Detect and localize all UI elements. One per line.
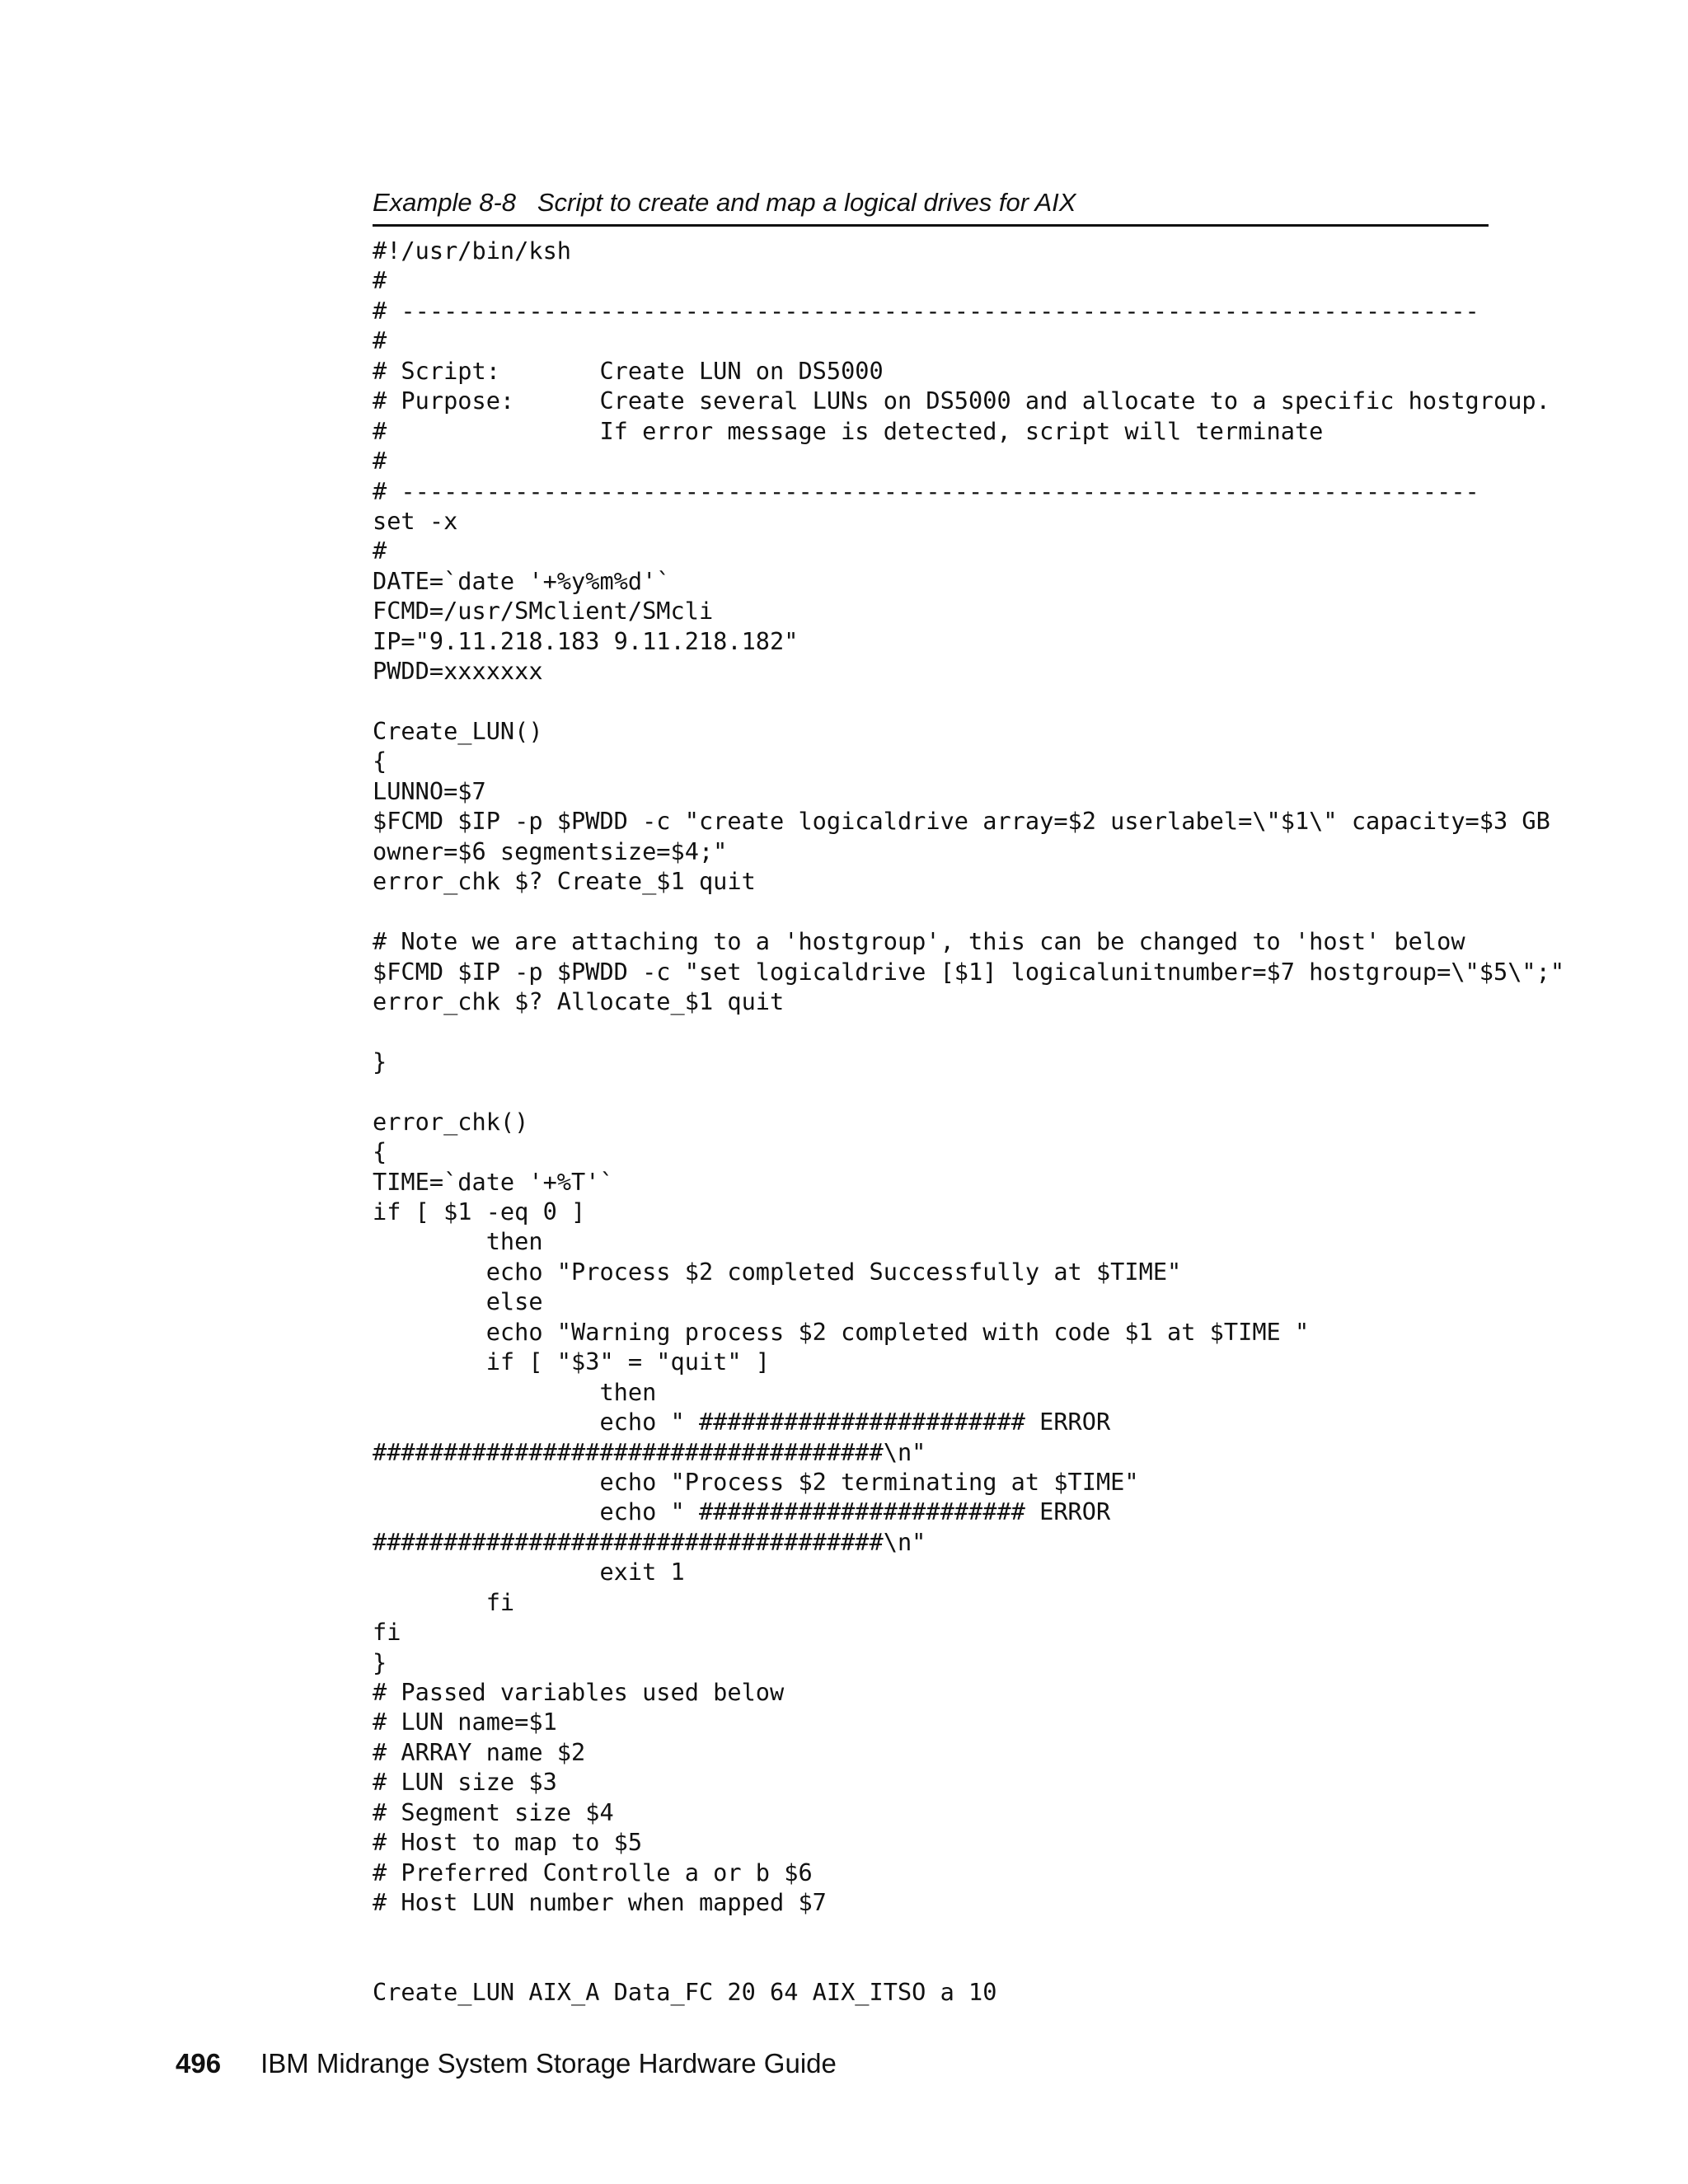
code-line: # Segment size $4: [373, 1797, 614, 1826]
code-line: error_chk(): [373, 1107, 529, 1136]
code-line: set -x: [373, 506, 458, 535]
code-line: PWDD=xxxxxxx: [373, 657, 543, 686]
code-line: FCMD=/usr/SMclient/SMcli: [373, 597, 714, 626]
code-line: # Host to map to $5: [373, 1828, 643, 1857]
code-line: error_chk $? Allocate_$1 quit: [373, 987, 785, 1015]
code-line: TIME=`date '+%T'`: [373, 1167, 614, 1196]
code-line: [373, 1016, 1564, 1046]
code-line: echo "Process $2 terminating at $TIME": [373, 1467, 1139, 1496]
code-line: then: [373, 1377, 657, 1406]
code-line: fi: [373, 1618, 401, 1647]
caption-rule: [373, 224, 1489, 227]
code-line: IP="9.11.218.183 9.11.218.182": [373, 626, 799, 655]
code-line: exit 1: [373, 1558, 685, 1586]
page-number: 496: [176, 2048, 222, 2079]
example-caption: Example 8-8 Script to create and map a logical drives for AIX: [373, 188, 1076, 217]
code-line: #: [373, 447, 387, 476]
code-line: # LUN size $3: [373, 1768, 557, 1797]
code-line: fi: [373, 1587, 515, 1616]
code-line: [373, 1076, 1564, 1106]
code-line: Create_LUN(): [373, 717, 543, 745]
code-line: # Passed variables used below: [373, 1678, 785, 1706]
code-line: # Note we are attaching to a 'hostgroup', this can be changed to 'host' below: [373, 927, 1465, 956]
code-line: # ----------------------------------------------------------------------------: [373, 296, 1479, 325]
page-footer: [176, 2047, 837, 2080]
code-line: ####################################\n": [373, 1527, 926, 1556]
code-line: # Purpose: Create several LUNs on DS5000 and allocate to a specific hostgroup.: [373, 387, 1550, 415]
code-line: DATE=`date '+%y%m%d'`: [373, 566, 671, 595]
code-line: ####################################\n": [373, 1437, 926, 1466]
code-line: # Script: Create LUN on DS5000: [373, 356, 884, 385]
code-line: }: [373, 1047, 387, 1076]
code-line: # LUN name=$1: [373, 1708, 557, 1736]
code-line: echo " ####################### ERROR: [373, 1408, 1111, 1436]
code-line: {: [373, 1137, 387, 1166]
code-line: [373, 1918, 1564, 1947]
code-line: # If error message is detected, script will terminate: [373, 416, 1324, 445]
code-line: [373, 1947, 1564, 1977]
code-line: #: [373, 326, 387, 355]
code-line: LUNNO=$7: [373, 776, 486, 805]
book-title: IBM Midrange System Storage Hardware Guide: [260, 2048, 837, 2079]
code-line: if [ $1 -eq 0 ]: [373, 1197, 586, 1226]
code-line: # Preferred Controlle a or b $6: [373, 1858, 813, 1886]
code-line: if [ "$3" = "quit" ]: [373, 1347, 771, 1376]
code-line: #: [373, 537, 387, 565]
code-line: #!/usr/bin/ksh: [373, 237, 572, 265]
code-listing: [373, 236, 1564, 2008]
code-line: echo " ####################### ERROR: [373, 1497, 1111, 1526]
code-line: {: [373, 747, 387, 776]
code-line: # ----------------------------------------------------------------------------: [373, 476, 1479, 505]
code-line: #: [373, 266, 387, 295]
code-line: echo "Warning process $2 completed with code $1 at $TIME ": [373, 1317, 1310, 1346]
code-line: [373, 687, 1564, 716]
code-line: }: [373, 1647, 387, 1676]
code-line: owner=$6 segmentsize=$4;": [373, 837, 728, 865]
code-line: # ARRAY name $2: [373, 1737, 586, 1766]
code-line: # Host LUN number when mapped $7: [373, 1888, 827, 1917]
code-line: [373, 897, 1564, 926]
code-line: else: [373, 1287, 543, 1316]
code-line: error_chk $? Create_$1 quit: [373, 867, 756, 896]
code-line: Create_LUN AIX_A Data_FC 20 64 AIX_ITSO a 10: [373, 1978, 997, 2007]
code-line: echo "Process $2 completed Successfully at $TIME": [373, 1257, 1182, 1286]
code-line: $FCMD $IP -p $PWDD -c "create logicaldrive array=$2 userlabel=\"$1\" capacity=$3 GB: [373, 807, 1550, 836]
code-line: then: [373, 1227, 543, 1256]
code-line: $FCMD $IP -p $PWDD -c "set logicaldrive [$1] logicalunitnumber=$7 hostgroup=\"$5\";": [373, 957, 1565, 986]
